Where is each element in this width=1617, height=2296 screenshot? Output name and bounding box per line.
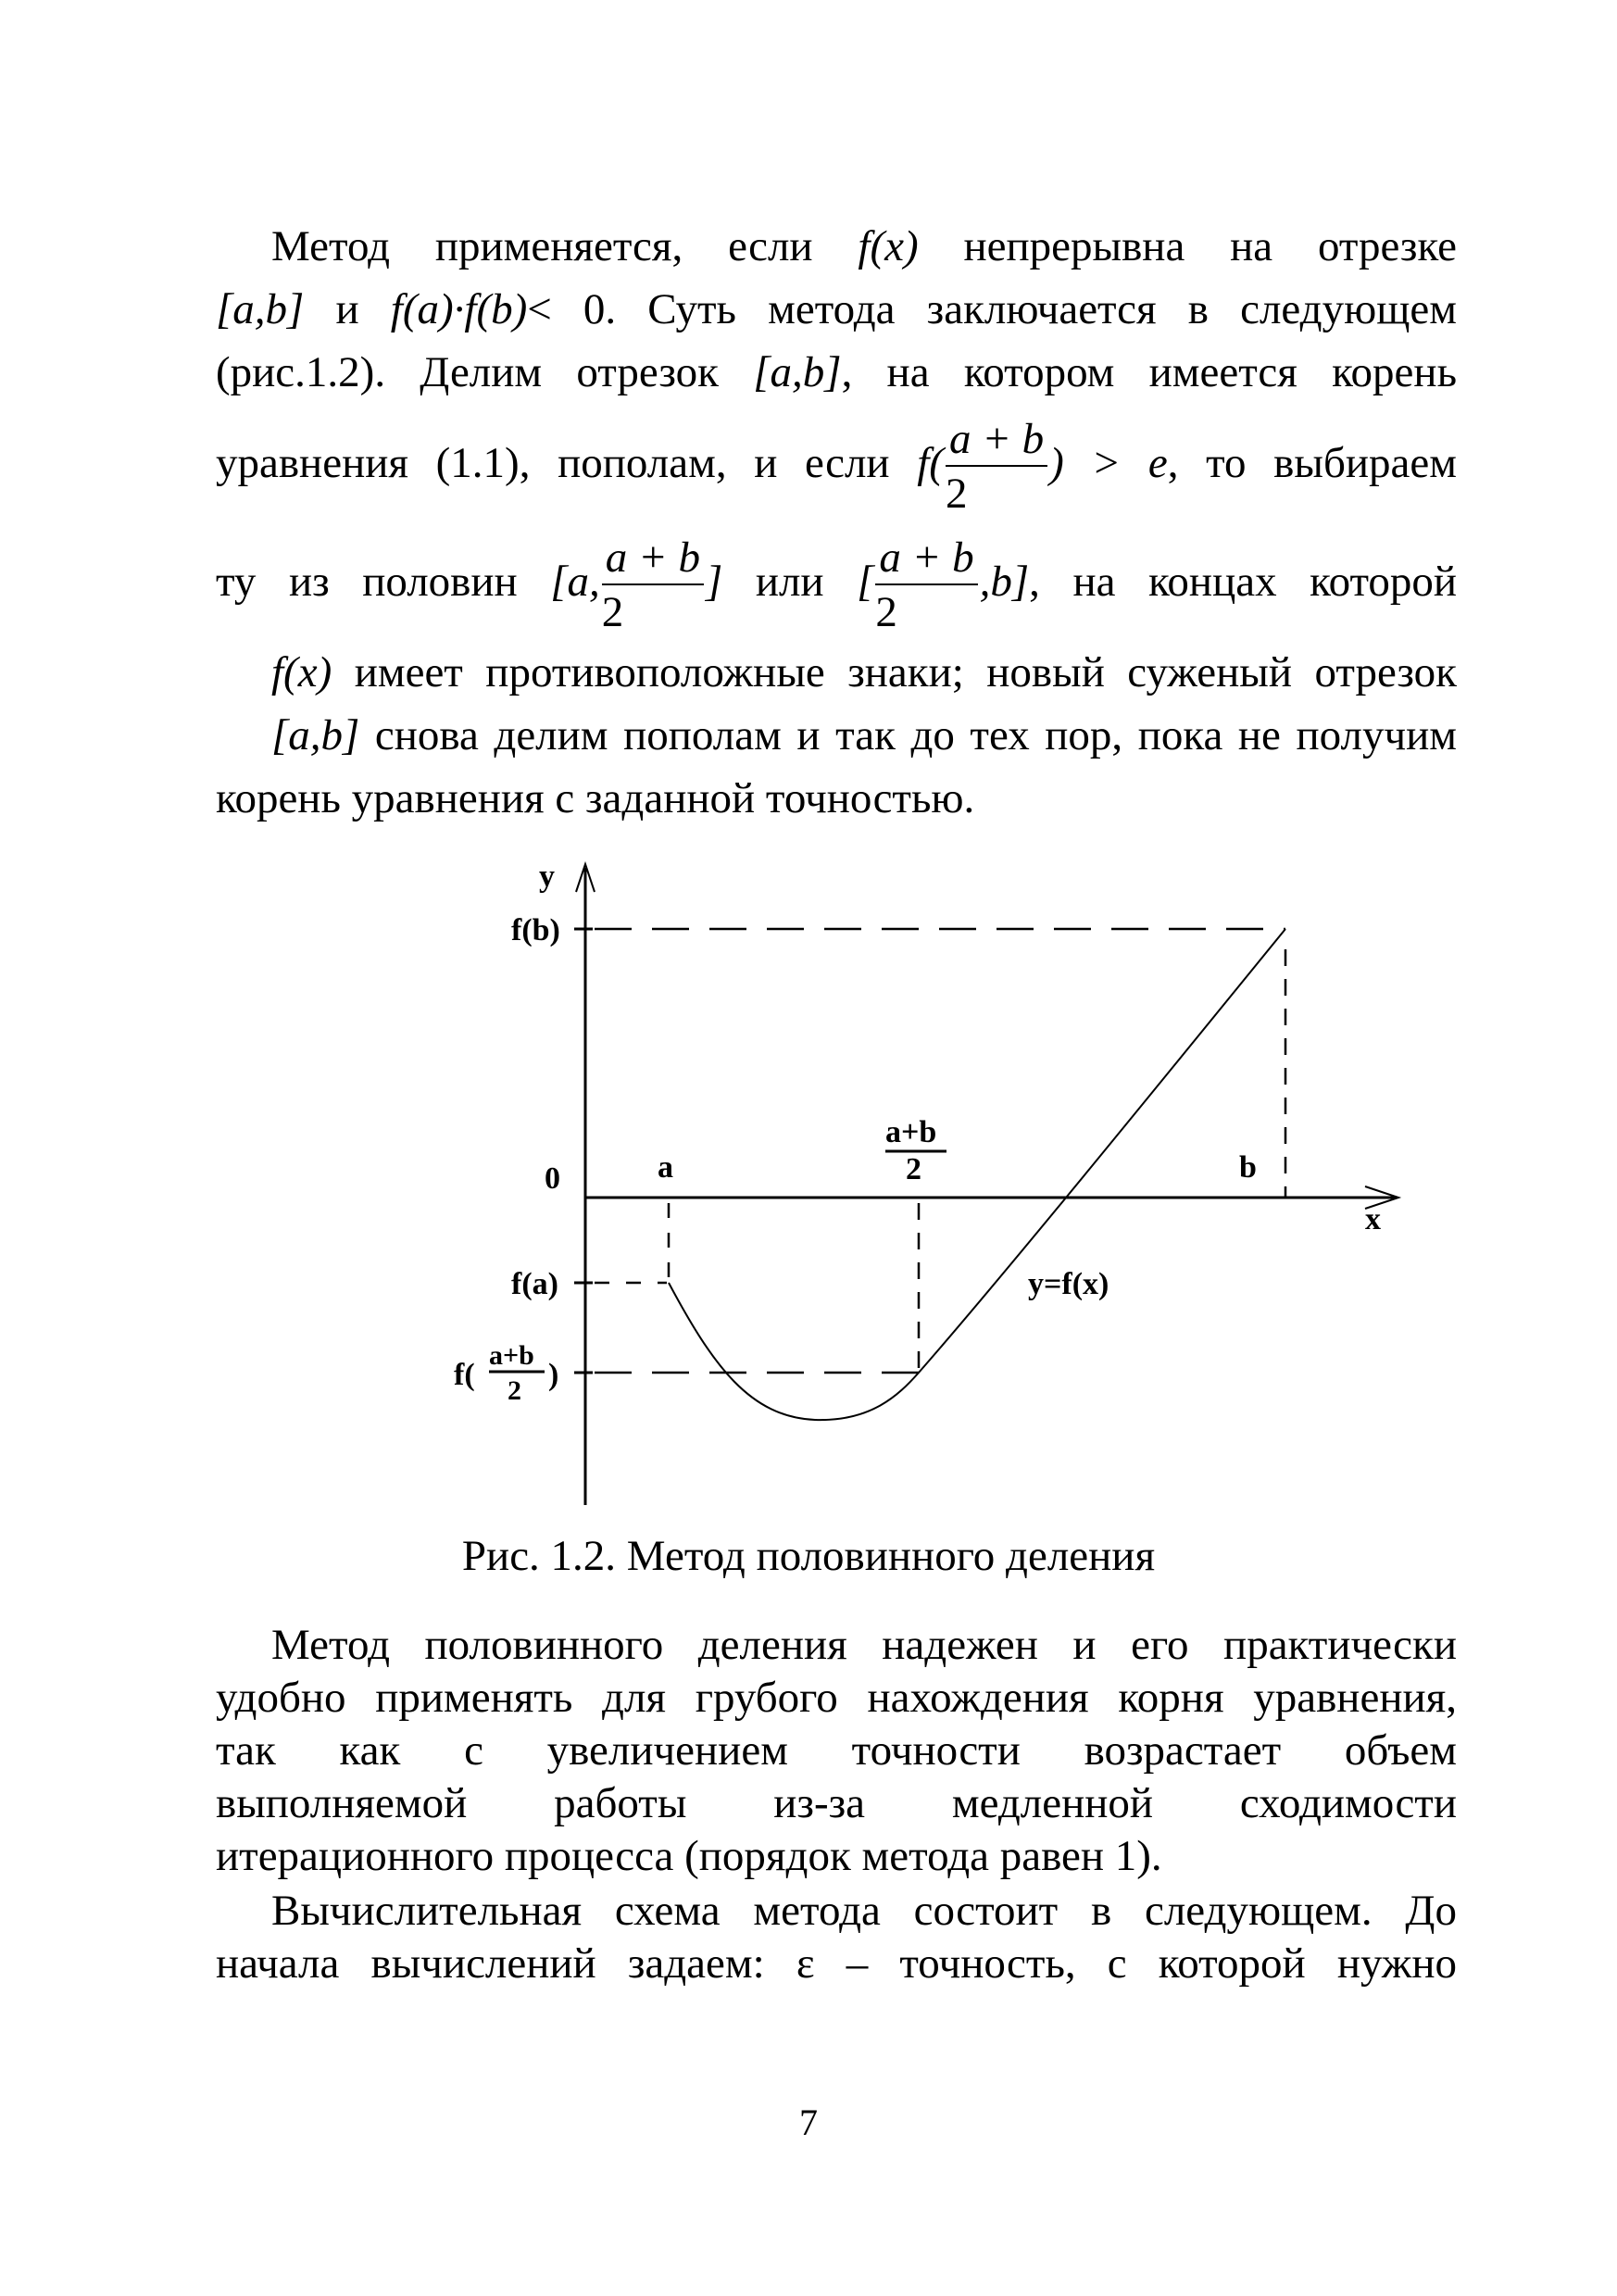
curve-label: y=f(x)	[1028, 1267, 1109, 1301]
text-line: начала вычислений задаем: ε – точность, с которой нужно	[216, 1939, 1457, 1988]
formula-fx: f(x)	[271, 648, 332, 696]
formula-condition: f(a)·f(b)	[390, 285, 528, 333]
formula-interval: [a,b]	[216, 285, 305, 333]
formula-interval: [a,b]	[753, 348, 842, 396]
text-line: (рис.1.2). Делим отрезок [a,b], на котором имеется корень	[216, 348, 1458, 396]
fraction: $\frac{a + b}{2}$	[946, 418, 1047, 516]
fmid-denominator: 2	[508, 1375, 521, 1406]
text-line: удобно применять для грубого нахождения корня уравнения,	[216, 1674, 1457, 1722]
formula-midpoint-test: f( $\frac{a + b}{2}$ ) > e	[917, 415, 1168, 519]
fmid-numerator: a+b	[489, 1340, 534, 1371]
text-line: f(x) имеет противоположные знаки; новый суженый отрезок	[271, 648, 1458, 696]
y-axis-label: y	[539, 859, 555, 894]
figure-caption: Рис. 1.2. Метод половинного деления	[461, 1532, 1156, 1580]
text-line: Метод половинного деления надежен и его практически	[271, 1621, 1457, 1669]
text-line: [a,b] и f(a)·f(b)< 0. Суть метода заключается в следующем	[216, 285, 1457, 333]
origin-label: 0	[545, 1161, 560, 1196]
formula-left-half: [a, $\frac{a + b}{2}$ ]	[550, 533, 723, 637]
text-line: корень уравнения с заданной точностью.	[216, 774, 975, 822]
text-line: выполняемой работы из-за медленной сходимости	[216, 1779, 1457, 1827]
fmid-prefix: f(	[454, 1358, 475, 1392]
text-line: уравнения (1.1), пополам, и если f( $\frac{a + b}{2}$ ) > e, то выбираем	[216, 415, 1457, 519]
function-curve	[669, 929, 1285, 1420]
formula-interval: [a,b]	[271, 711, 360, 759]
text-line: итерационного процесса (порядок метода равен 1).	[216, 1832, 1162, 1880]
page-number: 7	[799, 2102, 818, 2143]
b-label: b	[1239, 1150, 1257, 1185]
text-line: Метод применяется, если f(x) непрерывна на отрезке	[271, 222, 1458, 270]
fraction: $\frac{a + b}{2}$	[602, 536, 704, 634]
fb-label: f(b)	[511, 913, 560, 947]
paragraph-reliability	[216, 1619, 1457, 1883]
fmid-suffix: )	[548, 1358, 559, 1392]
a-label: a	[658, 1150, 673, 1185]
midpoint-numerator: a+b	[885, 1115, 937, 1149]
x-axis-label: x	[1365, 1202, 1381, 1236]
text-line: так как с увеличением точности возрастает объем	[216, 1726, 1457, 1775]
text-line: [a,b] снова делим пополам и так до тех пор, пока не получим	[271, 711, 1457, 759]
paragraph-computation-scheme	[216, 1885, 1457, 1990]
formula-fx: f(x)	[858, 222, 919, 270]
midpoint-denominator: 2	[906, 1152, 921, 1186]
bisection-method-figure	[435, 847, 1435, 1514]
text-line: Вычислительная схема метода состоит в следующем. До	[271, 1887, 1457, 1935]
fa-label: f(a)	[511, 1267, 558, 1301]
paragraph-method-description	[216, 215, 1457, 830]
formula-right-half: [ $\frac{a + b}{2}$ ,b]	[857, 533, 1030, 637]
fraction: $\frac{a + b}{2}$	[875, 536, 977, 634]
text-line: ту из половин [a, $\frac{a + b}{2}$ ] или [ $\frac{a + b}{2}$ ,b], на концах которой	[216, 533, 1458, 637]
